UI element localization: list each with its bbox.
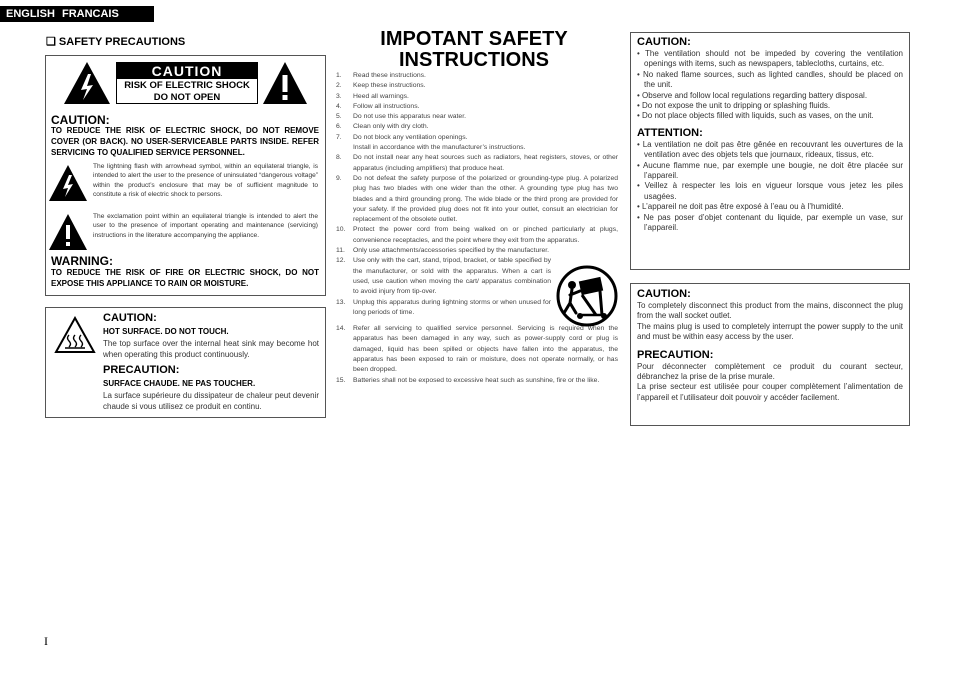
vent-caution-item: • No naked flame sources, such as lighted candles, should be placed on the unit.: [637, 69, 903, 90]
list-item: 7. Do not block any ventilation openings.: [336, 133, 468, 141]
list-item: Install in accordance with the manufacturer’s instructions.: [353, 144, 526, 152]
exclamation-warning-icon: [262, 61, 308, 105]
list-item: 3. Heed all warnings.: [336, 92, 409, 100]
vent-caution-item: • Observe and follow local regulations regarding battery disposal.: [637, 90, 868, 100]
mains-box: [630, 283, 910, 426]
caution-label-title: CAUTION: [117, 63, 257, 79]
attention-item: • L’appareil ne doit pas être exposé à l’eau ou à l’humidité.: [637, 202, 844, 212]
shock-caution-heading: CAUTION:: [51, 113, 110, 127]
exclamation-symbol-icon: [48, 213, 88, 251]
list-item: 13. Unplug this apparatus during lightning storms or when unused for long periods of time.: [336, 298, 551, 316]
list-item: 10. Protect the power cord from being walked on or pinched particularly at plugs, convenience receptacles, and the point where they exit from the apparatus.: [336, 226, 618, 244]
mains-caution-heading: CAUTION:: [637, 288, 691, 300]
caution-label: [116, 62, 258, 104]
hot-surface-icon: [54, 316, 96, 354]
attention-heading: ATTENTION:: [637, 126, 703, 139]
warning-text: TO REDUCE THE RISK OF FIRE OR ELECTRIC SHOCK, DO NOT EXPOSE THIS APPLIANCE TO RAIN OR MOISTURE.: [51, 268, 319, 288]
list-item: 4. Follow all instructions.: [336, 102, 420, 110]
mains-precaution-p1: Pour déconnecter complètement ce produit du courant secteur, débranchez la prise de la prise murale.: [637, 361, 903, 382]
list-item: 2. Keep these instructions.: [336, 82, 426, 90]
warning-heading: WARNING:: [51, 254, 113, 268]
mains-precaution-heading: PRECAUTION:: [637, 348, 714, 361]
hot-precaution-text: La surface supérieure du dissipateur de chaleur peut devenir chaude si vous utilisez ce produit en continu.: [103, 391, 319, 411]
cart-tipover-warning-icon: [556, 265, 618, 327]
list-item: 9. Do not defeat the safety purpose of the polarized or grounding-type plug. A polarized plug has two blades with one wider than the other. A grounding type plug has two blades and a third grounding prong. The wide blade or the third prong are provided for your safety. If the provided plug does not fit into your outlet, consult an electrician for replacement of the obsolete outlet.: [336, 174, 618, 224]
hot-precaution-heading: PRECAUTION:: [103, 364, 180, 376]
attention-item: • Aucune flamme nue, par exemple une bougie, ne doit être placée sur l’appareil.: [637, 160, 903, 181]
mains-caution-p2: The mains plug is used to completely interrupt the power supply to the unit and must be within easy access by the user.: [637, 321, 903, 342]
instructions-list: [336, 71, 618, 386]
shock-caution-text: TO REDUCE THE RISK OF ELECTRIC SHOCK, DO NOT REMOVE COVER (OR BACK). NO USER-SERVICEABLE PARTS INSIDE. REFER SERVICING TO QUALIFIED SERVICE PERSONNEL.: [51, 126, 319, 157]
list-item: 11. Only use attachments/accessories specified by the manufacturer.: [336, 247, 550, 255]
list-item: 15. Batteries shall not be exposed to excessive heat such as sunshine, fire or the like.: [336, 376, 600, 384]
exclamation-symbol-text: The exclamation point within an equilateral triangle is intended to alert the user to the presence of important operating and maintenance (servicing) instructions in the literature accompanying the appliance.: [93, 213, 318, 239]
language-english: ENGLISH: [6, 8, 55, 20]
list-item: 8. Do not install near any heat sources such as radiators, heat registers, stoves, or other apparatus (including amplifiers) that produce heat.: [336, 154, 618, 172]
vent-caution-item: • Do not place objects filled with liquids, such as vases, on the unit.: [637, 111, 874, 121]
hot-caution-text: The top surface over the internal heat sink may become hot when operating this product continuously.: [103, 339, 319, 359]
mains-caution-p1: To completely disconnect this product from the mains, disconnect the plug from the wall socket outlet.: [637, 301, 903, 321]
lightning-symbol-icon: [48, 164, 88, 202]
vent-caution-heading: CAUTION:: [637, 36, 691, 48]
section-heading: ❑ SAFETY PRECAUTIONS: [46, 36, 186, 48]
list-item: 5. Do not use this apparatus near water.: [336, 113, 466, 121]
lightning-warning-icon: [63, 61, 111, 105]
mains-precaution-p2: La prise secteur est utilisée pour couper complètement l’alimentation de l’appareil et l’utilisateur doit pouvoir y accéder facilement.: [637, 382, 903, 402]
hot-precaution-sub: SURFACE CHAUDE. NE PAS TOUCHER.: [103, 379, 256, 388]
language-francais: FRANCAIS: [61, 8, 119, 20]
hot-caution-sub: HOT SURFACE. DO NOT TOUCH.: [103, 327, 229, 336]
list-item: 12. Use only with the cart, stand, tripod, bracket, or table specified by the manufacturer, or sold with the apparatus. When a cart is used, use caution when moving the cart/ apparatus combination to avoid injury from tip-over.: [336, 257, 551, 296]
attention-item: • Veillez à respecter les lois en vigueur lorsque vous jetez les piles usagées.: [637, 181, 903, 201]
list-item: 1. Read these instructions.: [336, 72, 426, 79]
caution-label-line2: DO NOT OPEN: [153, 92, 221, 103]
instructions-title-line2: INSTRUCTIONS: [399, 49, 549, 71]
attention-item: • La ventilation ne doit pas être gênée en recouvrant les ouvertures de la ventilation avec des objets tels que journaux, rideaux, tissus, etc.: [637, 139, 903, 160]
attention-item: • Ne pas poser d’objet contenant du liquide, par exemple un vase, sur l’appareil.: [637, 212, 903, 233]
ventilation-box: [630, 32, 910, 270]
vent-caution-item: • The ventilation should not be impeded by covering the ventilation openings with items, such as newspapers, tablecloths, curtains, etc.: [637, 49, 903, 69]
hot-caution-heading: CAUTION:: [103, 312, 157, 324]
instructions-title-line1: IMPOTANT SAFETY: [380, 28, 568, 50]
page-number: I: [44, 634, 48, 648]
instructions-title: [364, 29, 584, 71]
language-tab: [0, 6, 154, 22]
lightning-symbol-text: The lightning flash with arrowhead symbol, within an equilateral triangle, is intended to alert the user to the presence of uninsulated “dangerous voltage” within the product’s enclosure that may be of sufficient magnitude to constitute a risk of electric shock to persons.: [93, 163, 318, 198]
list-item: 14. Refer all servicing to qualified service personnel. Servicing is required when the apparatus has been damaged in any way, such as power-supply cord or plug is damaged, liquid has been spilled or objects have fallen into the apparatus, the apparatus has been exposed to rain or moisture, does not operate normally, or has been dropped.: [336, 325, 618, 374]
vent-caution-item: • Do not expose the unit to dripping or splashing fluids.: [637, 101, 831, 111]
list-item: 6. Clean only with dry cloth.: [336, 123, 429, 131]
caution-label-line1: RISK OF ELECTRIC SHOCK: [124, 80, 250, 91]
